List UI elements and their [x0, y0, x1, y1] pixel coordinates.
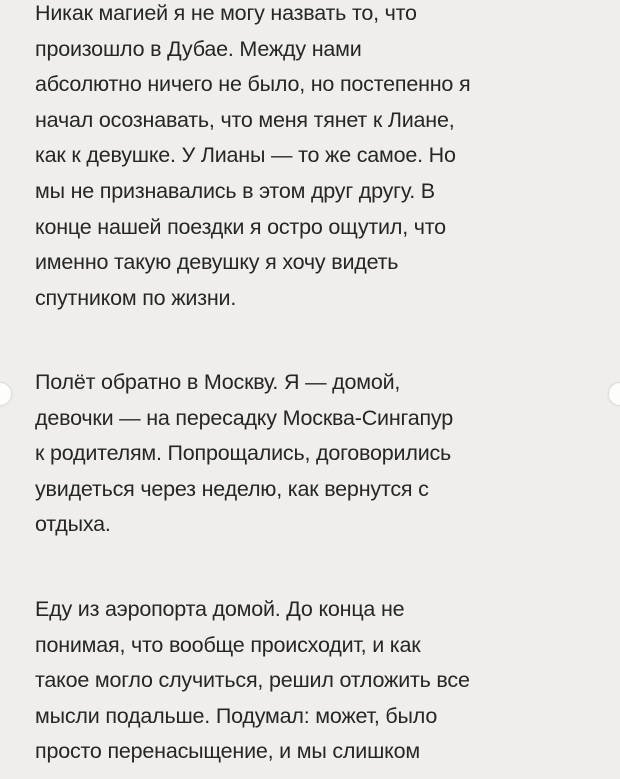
paragraph-line: начал осознавать, что меня тянет к Лиане,: [35, 107, 455, 132]
paragraph-line: просто перенасыщение, и мы слишком: [35, 739, 420, 764]
paragraph-line: Никак магией я не могу назвать то, что: [35, 1, 417, 25]
paragraph-line: именно такую девушку я хочу видеть: [35, 250, 399, 275]
next-page-button[interactable]: [609, 383, 620, 405]
paragraph-line: Полёт обратно в Москву. Я — домой,: [35, 370, 401, 394]
paragraph-line: произошло в Дубае. Между нами: [35, 36, 362, 61]
paragraph-line: как к девушке. У Лианы — то же самое. Но: [35, 143, 456, 168]
paragraph-line: мы не признавались в этом друг другу. В: [35, 178, 435, 203]
paragraph-line: такое могло случиться, решил отложить все: [35, 668, 470, 693]
paragraph-line: увидеться через неделю, как вернутся с: [35, 476, 429, 501]
paragraph-flight-moscow: [35, 365, 610, 543]
paragraph-line: девочки — на пересадку Москва-Сингапур: [35, 405, 453, 430]
paragraph-airport-home: [35, 592, 610, 770]
paragraph-dubai: [35, 0, 610, 316]
paragraph-line: конце нашей поездки я остро ощутил, что: [35, 214, 446, 239]
paragraph-line: отдыха.: [35, 512, 111, 537]
paragraph-line: к родителям. Попрощались, договорились: [35, 441, 452, 466]
paragraph-line: Еду из аэропорта домой. До конца не: [35, 597, 405, 621]
paragraph-line: абсолютно ничего не было, но постепенно я: [35, 72, 471, 97]
paragraph-line: спутником по жизни.: [35, 285, 237, 310]
paragraph-line: мысли подальше. Подумал: может, было: [35, 703, 438, 728]
paragraph-line: понимая, что вообще происходит, и как: [35, 632, 421, 657]
previous-page-button[interactable]: [0, 383, 11, 405]
